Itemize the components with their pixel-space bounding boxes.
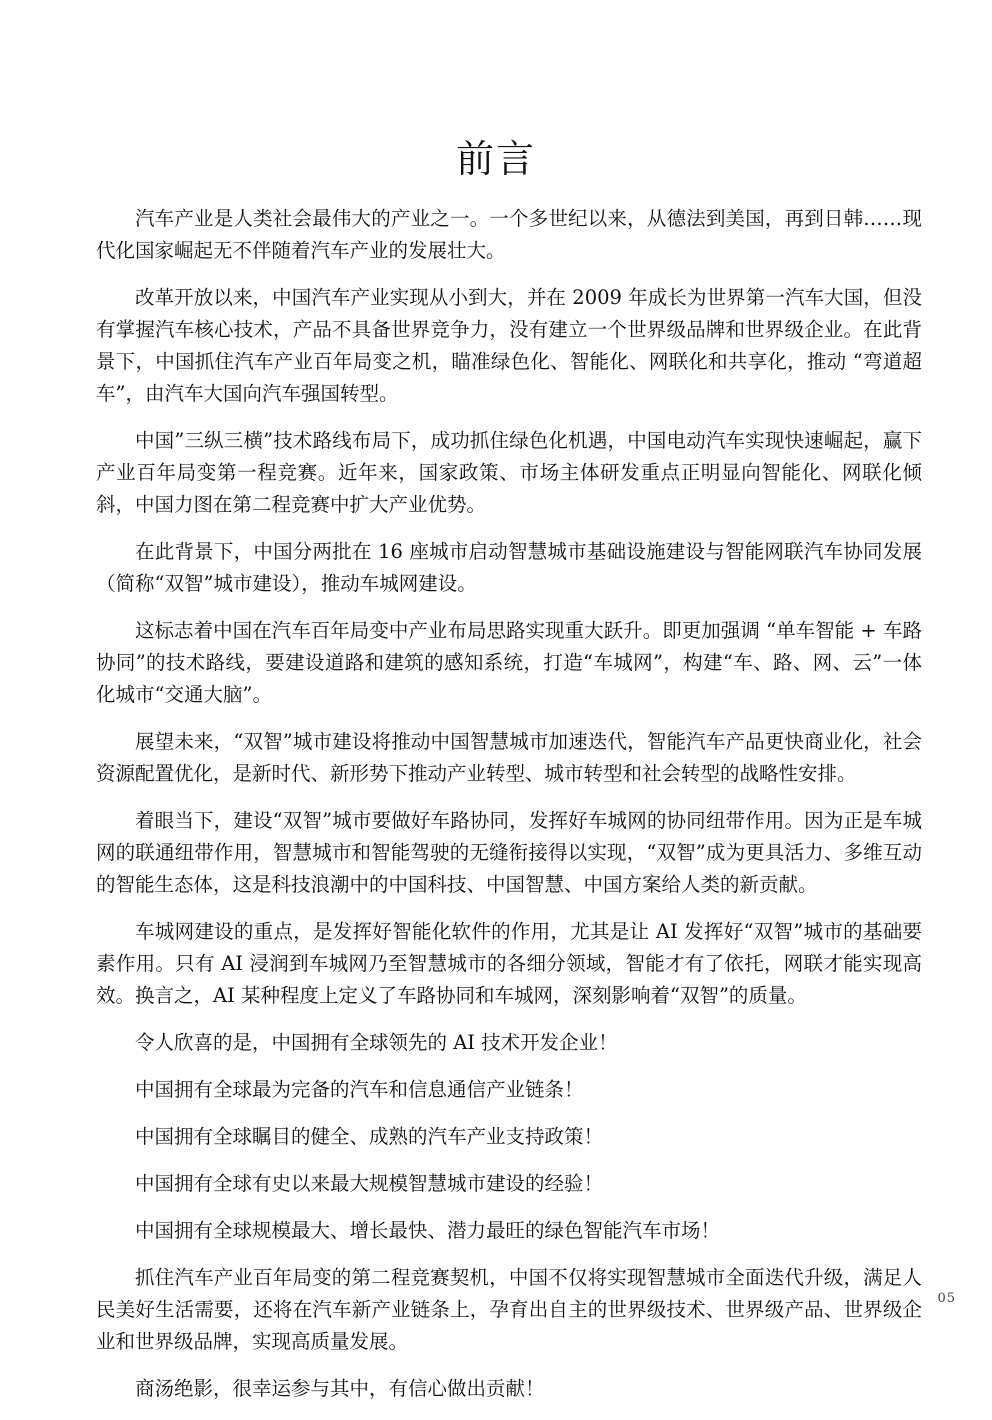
paragraph-7: 着眼当下，建设“双智”城市要做好车路协同，发挥好车城网的协同纽带作用。因为正是车城网的联通纽带作用，智慧城市和智能驾驶的无缝衔接得以实现，“双智”成为更具活力、多维互动的智能生态体，这是科技浪潮中的中国科技、中国智慧、中国方案给人类的新贡献。: [96, 809, 922, 896]
paragraph-6: 展望未来，“双智”城市建设将推动中国智慧城市加速迭代，智能汽车产品更快商业化，社会资源配置优化，是新时代、新形势下推动产业转型、城市转型和社会转型的战略性安排。: [96, 730, 922, 785]
page-title: 前言: [455, 137, 536, 181]
paragraph-3: 中国”三纵三横”技术路线布局下，成功抓住绿色化机遇，中国电动汽车实现快速崛起，赢下产业百年局变第一程竞赛。近年来，国家政策、市场主体研发重点正明显向智能化、网联化倾斜，中国力图在第二程竞赛中扩大产业优势。: [96, 429, 922, 516]
paragraph-14: 抓住汽车产业百年局变的第二程竞赛契机，中国不仅将实现智慧城市全面迭代升级，满足人民美好生活需要，还将在汽车新产业链条上，孕育出自主的世界级技术、世界级产品、世界级企业和世界级品牌，实现高质量发展。: [96, 1266, 922, 1353]
paragraph-12: 中国拥有全球有史以来最大规模智慧城市建设的经验！: [135, 1172, 604, 1195]
paragraph-4: 在此背景下，中国分两批在 16 座城市启动智慧城市基础设施建设与智能网联汽车协同发展（简称“双智”城市建设），推动车城网建设。: [96, 540, 922, 595]
paragraph-11: 中国拥有全球瞩目的健全、成熟的汽车产业支持政策！: [135, 1125, 604, 1148]
page-number: 05: [937, 1291, 956, 1306]
paragraph-2: 改革开放以来，中国汽车产业实现从小到大，并在 2009 年成长为世界第一汽车大国，但没有掌握汽车核心技术，产品不具备世界竞争力，没有建立一个世界级品牌和世界级企业。在此背景下，中国抓住汽车产业百年局变之机，瞄准绿色化、智能化、网联化和共享化，推动 “弯道超车”，由汽车大国向汽车强国转型。: [96, 286, 922, 405]
paragraph-5: 这标志着中国在汽车百年局变中产业布局思路实现重大跃升。即更加强调 “单车智能 + 车路协同”的技术路线，要建设道路和建筑的感知系统，打造“车城网”，构建“车、路、网、云”一体化城市“交通大脑”。: [96, 619, 922, 706]
preface-body: [96, 203, 922, 1420]
paragraph-1: 汽车产业是人类社会最伟大的产业之一。一个多世纪以来，从德法到美国，再到日韩……现代化国家崛起无不伴随着汽车产业的发展壮大。: [96, 207, 922, 262]
paragraph-15: 商汤绝影，很幸运参与其中，有信心做出贡献！: [135, 1377, 545, 1400]
paragraph-13: 中国拥有全球规模最大、增长最快、潜力最旺的绿色智能汽车市场！: [135, 1219, 721, 1242]
paragraph-8: 车城网建设的重点，是发挥好智能化软件的作用，尤其是让 AI 发挥好“双智”城市的基础要素作用。只有 AI 浸润到车城网乃至智慧城市的各细分领域，智能才有了依托，网联才能实现高效。换言之，AI 某种程度上定义了车路协同和车城网，深刻影响着“双智”的质量。: [96, 920, 922, 1007]
paragraph-9: 令人欣喜的是，中国拥有全球领先的 AI 技术开发企业！: [135, 1031, 618, 1054]
paragraph-10: 中国拥有全球最为完备的汽车和信息通信产业链条！: [135, 1078, 584, 1101]
